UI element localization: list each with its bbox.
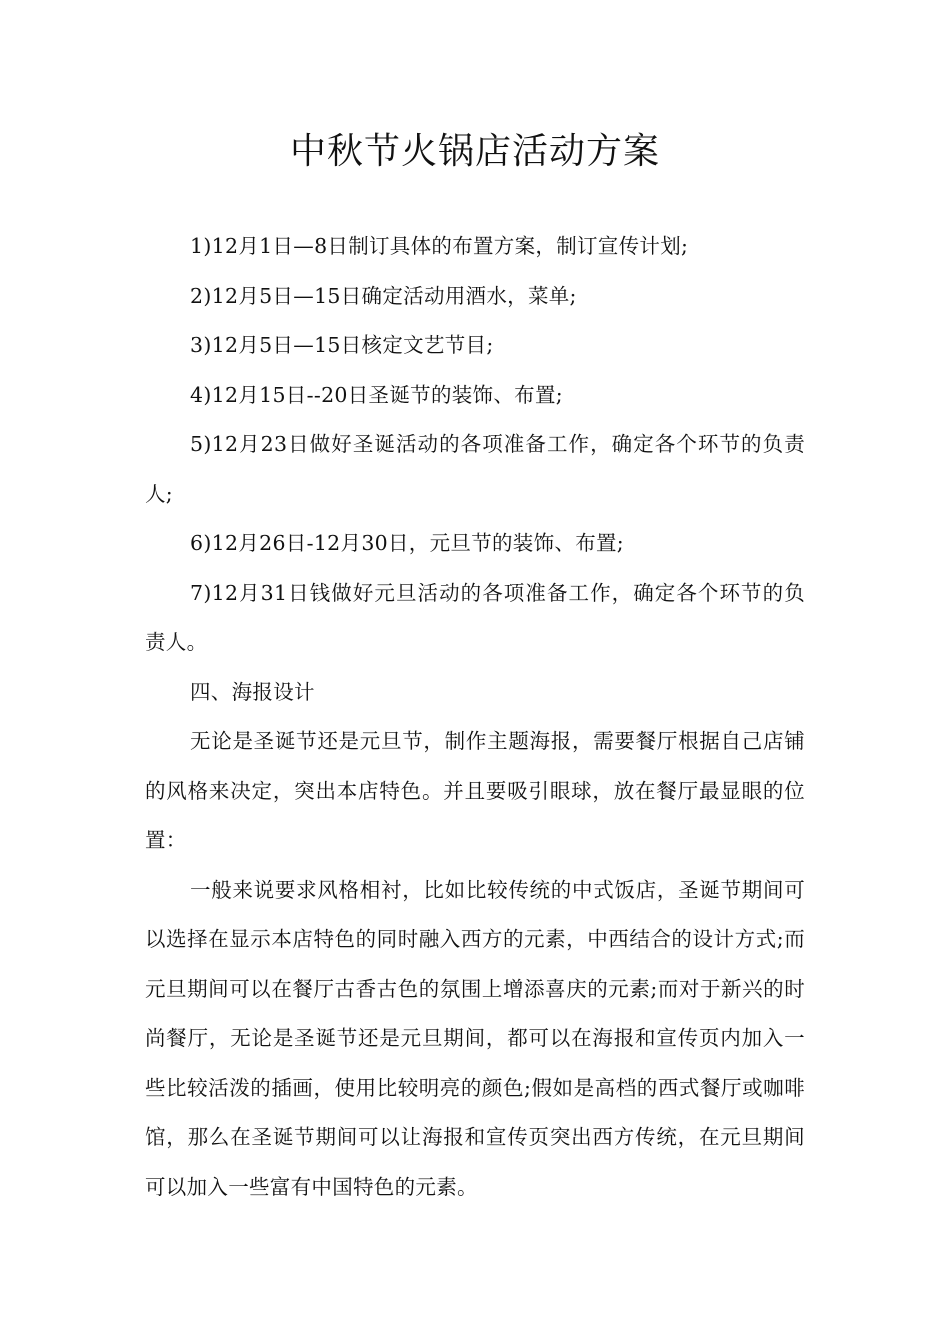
schedule-item-6: 6)12月26日-12月30日，元旦节的装饰、布置; (190, 531, 625, 555)
section-heading-poster-design: 四、海报设计 (190, 679, 315, 704)
schedule-item-1: 1)12月1日—8日制订具体的布置方案，制订宣传计划; (190, 234, 689, 258)
schedule-item-3: 3)12月5日—15日核定文艺节目; (190, 333, 494, 357)
document-title: 中秋节火锅店活动方案 (289, 131, 660, 172)
schedule-item-4: 4)12月15日--20日圣诞节的装饰、布置; (190, 382, 563, 407)
schedule-item-7: 7)12月31日钱做好元旦活动的各项准备工作，确定各个环节的负责人。 (145, 580, 805, 654)
schedule-item-5: 5)12月23日做好圣诞活动的各项准备工作，确定各个环节的负责人; (145, 432, 805, 506)
document-body (145, 222, 805, 1212)
poster-paragraph-1: 无论是圣诞节还是元旦节，制作主题海报，需要餐厅根据自己店铺的风格来决定，突出本店特色。并且要吸引眼球，放在餐厅最显眼的位置： (145, 729, 805, 852)
schedule-item-2: 2)12月5日—15日确定活动用酒水，菜单; (190, 283, 577, 308)
poster-paragraph-2: 一般来说要求风格相衬，比如比较传统的中式饭店，圣诞节期间可以选择在显示本店特色的同时融入西方的元素，中西结合的设计方式;而元旦期间可以在餐厅古香古色的氛围上增添喜庆的元素;而对于新兴的时尚餐厅，无论是圣诞节还是元旦期间，都可以在海报和宣传页内加入一些比较活泼的插画，使用比较明亮的颜色;假如是高档的西式餐厅或咖啡馆，那么在圣诞节期间可以让海报和宣传页突出西方传统，在元旦期间可以加入一些富有中国特色的元素。 (145, 877, 805, 1199)
